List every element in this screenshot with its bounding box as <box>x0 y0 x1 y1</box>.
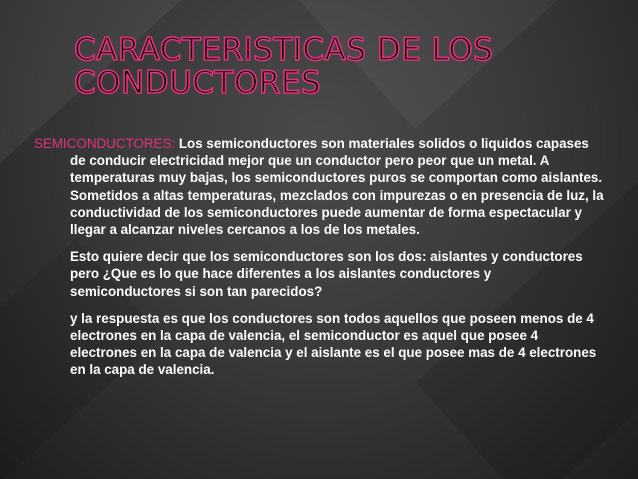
paragraph-definition-text: Los semiconductores son materiales solidos o liquidos capases de conducir electricidad mejor que un conductor pero peor que un metal. A temperaturas muy bajas, los semiconductores puros se comportan como aislantes. Sometidos a altas temperaturas, mezclados con impurezas o en presencia de luz, la conductividad de los semiconductores puede aumentar de forma espectacular y llegar a alcanzar niveles cercanos a los de los metales. <box>70 136 604 238</box>
paragraph-definition <box>34 135 604 238</box>
paragraph-answer: y la respuesta es que los conductores son todos aquellos que poseen menos de 4 electrones en la capa de valencia, el semiconductor es aquel que posee 4 electrones en la capa de valencia y el aislante es el que posee mas de 4 electrones en la capa de valencia. <box>70 310 597 378</box>
slide-body <box>34 135 604 389</box>
keyword-label: SEMICONDUCTORES: <box>34 136 176 151</box>
paragraph-question: Esto quiere decir que los semiconductores son los dos: aislantes y conductores pero ¿Que es lo que hace diferentes a los aislantes conductores y semiconductores si son tan parecidos? <box>70 249 583 299</box>
slide-title-line1: CARACTERISTICAS DE LOS <box>74 32 494 68</box>
slide-title-line2: CONDUCTORES <box>74 65 322 101</box>
slide-title <box>74 34 614 100</box>
